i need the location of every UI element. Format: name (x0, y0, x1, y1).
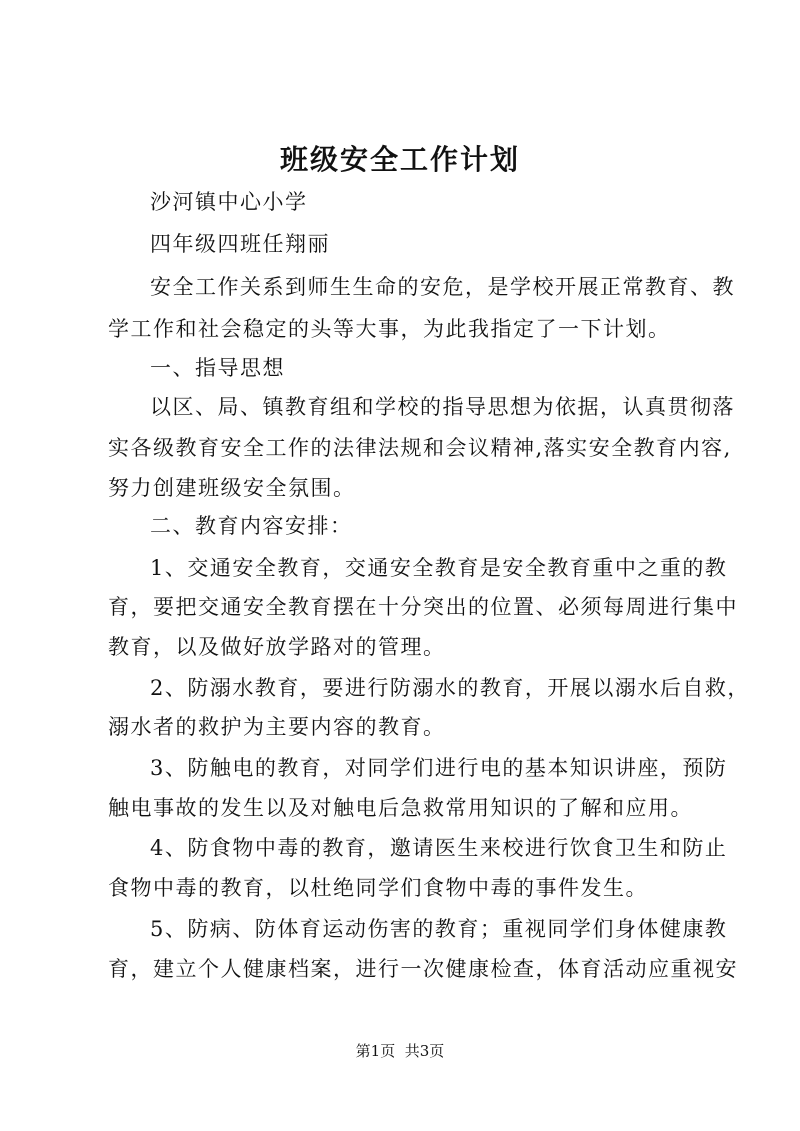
document-title: 班级安全工作计划 (279, 143, 520, 176)
paragraph-line: 食物中毒的教育，以杜绝同学们食物中毒的事件发生。 (108, 876, 648, 900)
paragraph-line: 以区、局、镇教育组和学校的指导思想为依据，认真贯彻落 (150, 395, 735, 419)
page-number: 第1页 (355, 1042, 396, 1060)
paragraph-line: 实各级教育安全工作的法律法规和会议精神,落实安全教育内容, (108, 436, 732, 460)
paragraph-line: 育，建立个人健康档案，进行一次健康检查，体育活动应重视安 (108, 957, 738, 981)
paragraph-line: 3、防触电的教育，对同学们进行电的基本知识讲座，预防 (150, 756, 728, 780)
page-footer (0, 1040, 800, 1062)
paragraph-line: 1、交通安全教育，交通安全教育是安全教育重中之重的教 (150, 556, 728, 580)
paragraph-line: 触电事故的发生以及对触电后急救常用知识的了解和应用。 (108, 796, 693, 820)
author-line: 四年级四班任翔丽 (150, 232, 330, 256)
paragraph-line: 安全工作关系到师生生命的安危，是学校开展正常教育、教 (150, 275, 735, 299)
page-total: 共3页 (404, 1042, 445, 1060)
section-heading: 一、指导思想 (150, 356, 285, 380)
paragraph-line: 4、防食物中毒的教育，邀请医生来校进行饮食卫生和防止 (150, 836, 728, 860)
paragraph-line: 溺水者的救护为主要内容的教育。 (108, 715, 446, 739)
paragraph-line: 努力创建班级安全氛围。 (108, 476, 356, 500)
paragraph-line: 学工作和社会稳定的头等大事，为此我指定了一下计划。 (108, 317, 671, 341)
paragraph-line: 2、防溺水教育，要进行防溺水的教育，开展以溺水后自救， (150, 676, 750, 700)
paragraph-line: 教育，以及做好放学路对的管理。 (108, 635, 446, 659)
section-heading: 二、教育内容安排： (150, 514, 353, 538)
paragraph-line: 5、防病、防体育运动伤害的教育；重视同学们身体健康教 (150, 917, 728, 941)
school-name: 沙河镇中心小学 (150, 190, 308, 214)
paragraph-line: 育，要把交通安全教育摆在十分突出的位置、必须每周进行集中 (108, 595, 738, 619)
